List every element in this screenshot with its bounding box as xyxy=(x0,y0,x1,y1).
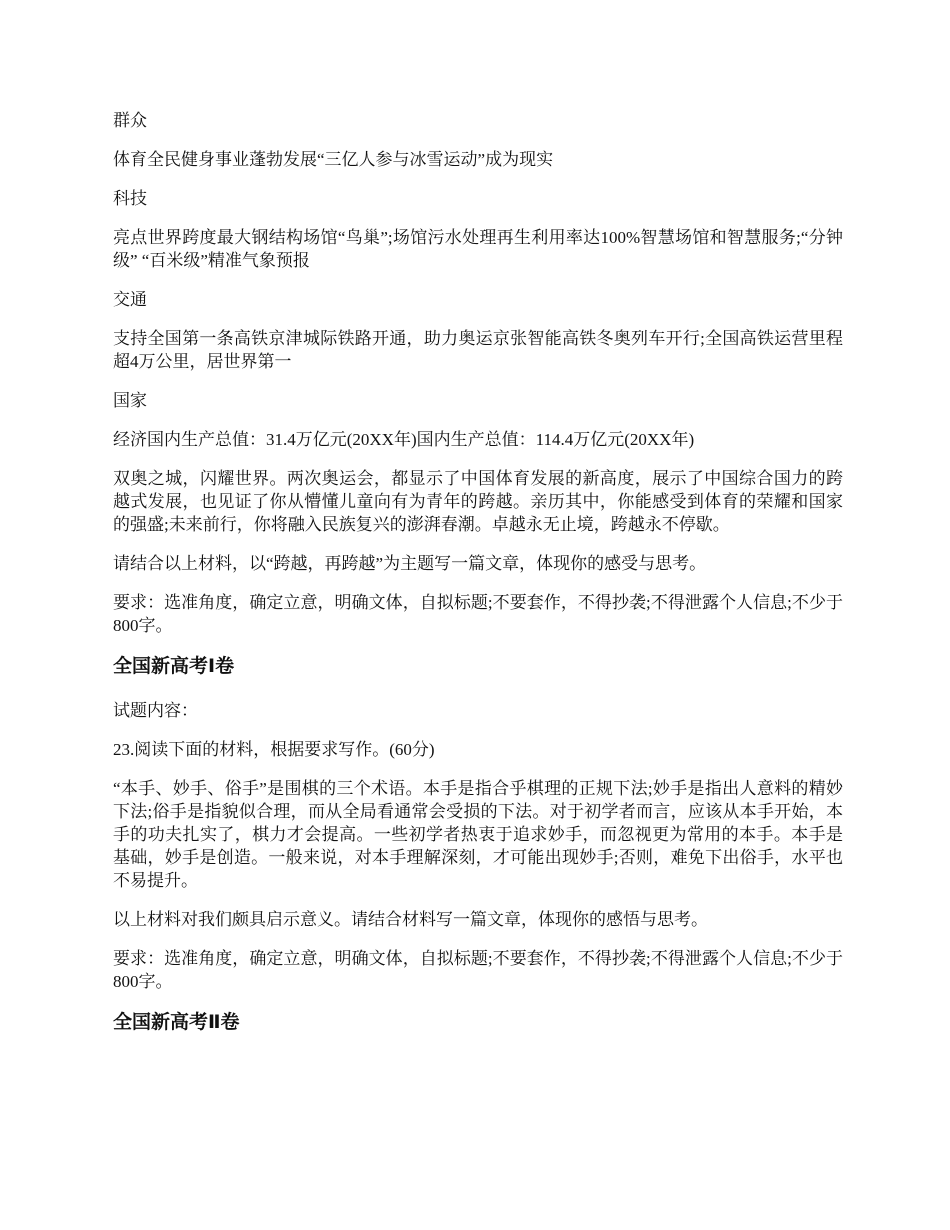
paragraph-masses-detail: 体育全民健身事业蓬勃发展“三亿人参与冰雪运动”成为现实 xyxy=(113,150,554,169)
paragraph-writing-prompt: 请结合以上材料，以“跨越，再跨越”为主题写一篇文章，体现你的感受与思考。 xyxy=(113,554,707,573)
section-heading-paper-2: 全国新高考Ⅱ卷 xyxy=(113,1011,240,1033)
paragraph-transport-detail: 支持全国第一条高铁京津城际铁路开通，助力奥运京张智能高铁冬奥列车开行;全国高铁运营里程超4万公里，居世界第一 xyxy=(113,329,843,371)
paragraph-question-content-label: 试题内容： xyxy=(113,701,198,720)
paragraph-category-tech: 科技 xyxy=(113,189,147,208)
paragraph-go-prompt: 以上材料对我们颇具启示意义。请结合材料写一篇文章，体现你的感悟与思考。 xyxy=(113,910,708,929)
document-page xyxy=(113,109,843,1055)
paragraph-category-nation: 国家 xyxy=(113,391,147,410)
paragraph-go-material: “本手、妙手、俗手”是围棋的三个术语。本手是指合乎棋理的正规下法;妙手是指出人意料的精妙下法;俗手是指貌似合理，而从全局看通常会受损的下法。对于初学者而言，应该从本手开始，本手的功夫扎实了，棋力才会提高。一些初学者热衷于追求妙手，而忽视更为常用的本手。本手是基础，妙手是创造。一般来说，对本手理解深刻，才可能出现妙手;否则，难免下出俗手，水平也不易提升。 xyxy=(113,779,843,890)
paragraph-material-summary: 双奥之城，闪耀世界。两次奥运会，都显示了中国体育发展的新高度，展示了中国综合国力的跨越式发展，也见证了你从懵懂儿童向有为青年的跨越。亲历其中，你能感受到体育的荣耀和国家的强盛;未来前行，你将融入民族复兴的澎湃春潮。卓越永无止境，跨越永不停歇。 xyxy=(113,469,843,534)
paragraph-tech-detail: 亮点世界跨度最大钢结构场馆“鸟巢”;场馆污水处理再生利用率达100%智慧场馆和智慧服务;“分钟级” “百米级”精准气象预报 xyxy=(113,228,843,270)
paragraph-category-masses: 群众 xyxy=(113,111,147,130)
paragraph-requirements: 要求：选准角度，确定立意，明确文体，自拟标题;不要套作，不得抄袭;不得泄露个人信息;不少于800字。 xyxy=(113,593,843,635)
paragraph-category-transport: 交通 xyxy=(113,290,147,309)
section-heading-paper-1: 全国新高考Ⅰ卷 xyxy=(113,655,235,677)
paragraph-nation-detail: 经济国内生产总值：31.4万亿元(20XX年)国内生产总值：114.4万亿元(20XX年) xyxy=(113,430,695,449)
paragraph-go-requirements: 要求：选准角度，确定立意，明确文体，自拟标题;不要套作，不得抄袭;不得泄露个人信息;不少于800字。 xyxy=(113,949,843,991)
paragraph-question-23: 23.阅读下面的材料，根据要求写作。(60分) xyxy=(113,740,435,759)
